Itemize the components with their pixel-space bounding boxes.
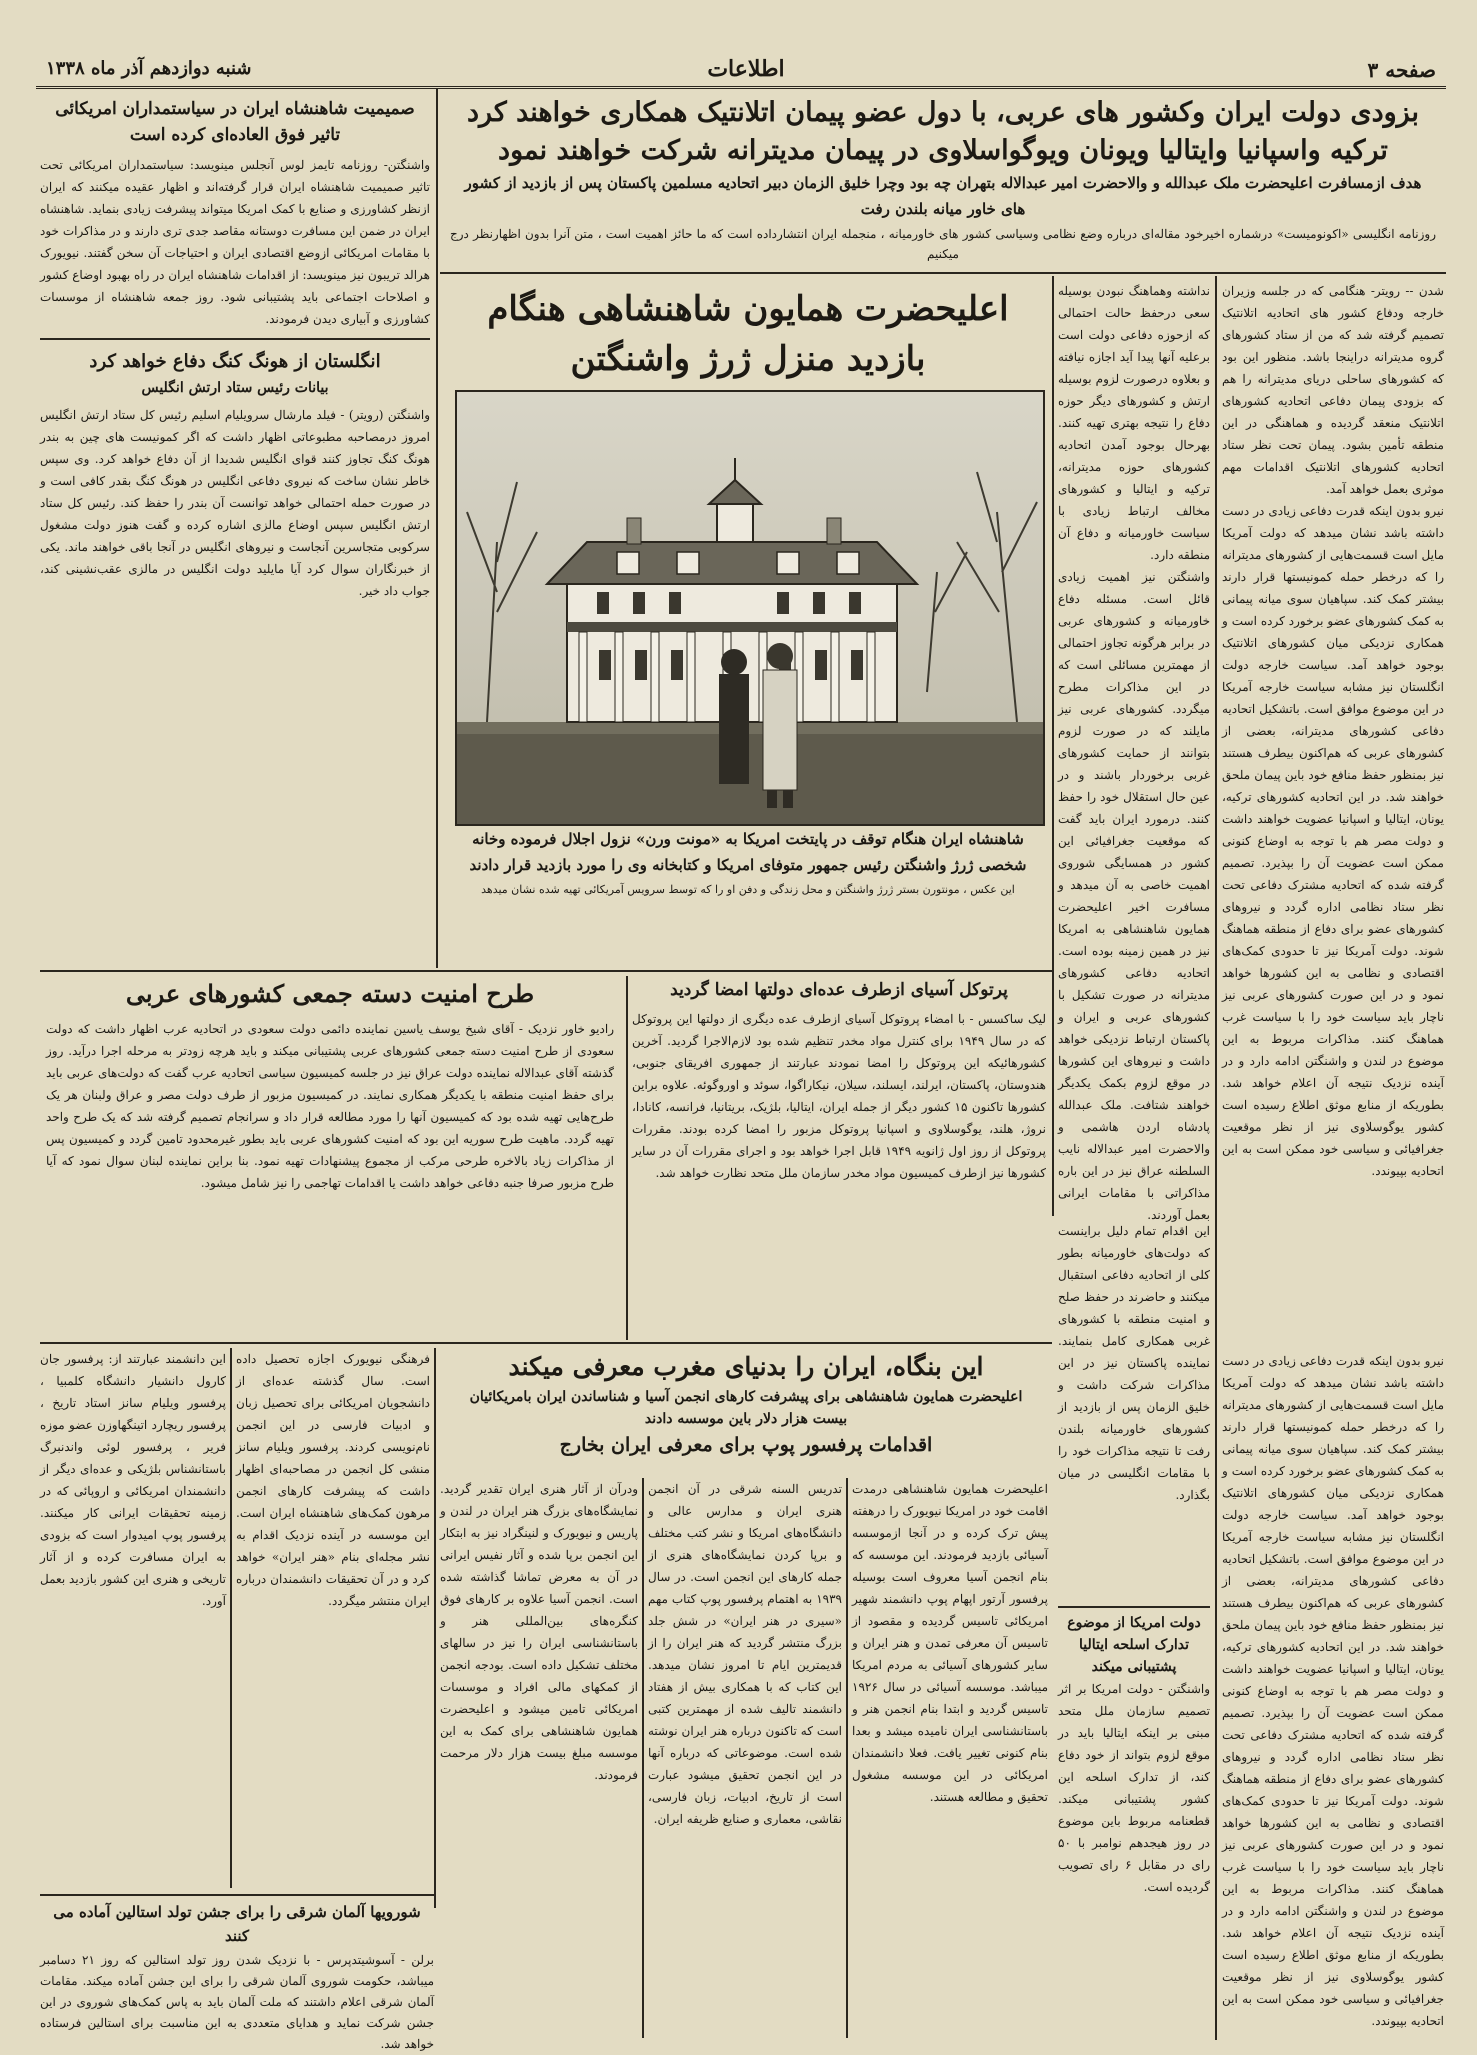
right-bottom-article (1222, 1350, 1444, 2040)
soviet-headline: شورویها آلمان شرقی را برای جشن تولد استالین آماده می کنند (53, 1903, 421, 1945)
photo-mount-vernon (455, 390, 1045, 826)
protocol-headline: پرتوکل آسیای ازطرف عده‌ای دولتها امضا گردید (670, 980, 1008, 1000)
banner-intro: روزنامه انگلیسی «اکونومیست» درشماره اخیرخود مقاله‌ای درباره وضع نظامی وسیاسی کشور های خاورمیانه ، منجمله ایران انتشارداده است که ما حائز اهمیت است ، متن آنرا بدون اظهارنظر درج میکنیم (450, 227, 1436, 261)
banner-subheadline: هدف ازمسافرت اعلیحضرت ملک عبدالله و والاحضرت امیر عبدالاله بتهران چه بود وچرا خلیق الزمان دبیر اتحادیه مسلمین پاکستان پس از بازدید از کشور های خاور میانه بلندن رفت (464, 174, 1422, 218)
banner-headline-2: ترکیه واسپانیا وایتالیا ویونان ویوگواسلاوی در پیمان مدیترانه شرکت خواهند نمود (498, 135, 1388, 166)
protocol-article (632, 976, 1046, 1338)
left-column (40, 96, 430, 962)
right-column (1222, 280, 1444, 1340)
main-banner (440, 94, 1446, 270)
left-body-2: واشنگتن (رویتر) - فیلد مارشال سرویلیام اسلیم رئیس کل ستاد ارتش انگلیس امروز درمصاحبه مطبوعاتی اظهار داشت که اگر کمونیست های چین به بندر هونگ کنگ تجاوز کنند قوای انگلیس شدیدا از آن دفاع خواهد کرد. وی سپس خاطر نشان ساخت که نیروی دفاعی انگلیس در هونگ کنگ بقدر کافی است و در صورت حمله احتمالی خواهد توانست آن بندر را حفظ کند. رئیس کل ستاد ارتش انگلیس سپس اوضاع مالزی اشاره کرده و گفت هنوز دولت مشغول سرکوبی متجاسرین آنجاست و نیروهای انگلیس در آنجا باقی خواهند ماند. یکی از خبرنگاران سوال کرد آیا مایلید دولت انگلیس در مالزی عقب‌نشینی کند، جواب داد خیر. (40, 408, 430, 598)
middle-column-top: نداشته وهماهنگ نبودن بوسیله سعی درحفظ حالت احتمالی که ازحوزه دفاعی دولت است برعلیه آنها پیدا آید اجازه نیافته و بعلاوه درصورت لزوم بوسیله ارتش و کشورهای دیگر حوزه دفاع را نتیجه بهتری تهیه کنند. بهرحال بوجود آمدن اتحادیه کشورهای حوزه مدیترانه، ترکیه و ایتالیا و کشورهای مخالف ارتباط زیادی با سیاست خاورمیانه و دفاع آن منطقه دارد. (1058, 284, 1210, 562)
banner-rule (440, 272, 1446, 274)
left-divider (40, 338, 430, 340)
asia-col-2-text: تدریس السنه شرقی در آن انجمن هنری ایران و مدارس عالی و دانشگاه‌های امریکا و نشر کتب مختلف و برپا کردن نمایشگاه‌های هنری از جمله کارهای این انجمن است. در سال ۱۹۳۹ به اهتمام پرفسور پوپ کتاب مهم «سیری در هنر ایران» در شش جلد بزرگ منتشر گردید که هنر ایران را از قدیمترین ایام تا امروز نشان میدهد. این کتاب که با همکاری بیش از هفتاد دانشمند تالیف شده از مهمترین کتبی است که تاکنون درباره هنر ایران نوشته شده است. موضوعاتی که درباره آنها در این انجمن تحقیق میشود عبارت است از تاریخ، ادبیات، زبان فارسی، نقاشی، معماری و صنایع ظریفه ایران. (648, 1482, 842, 1826)
middle-lower-column (1058, 1220, 1210, 1600)
asia-society-subhead-1: اعلیحضرت همایون شاهنشاهی برای پیشرفت کارهای انجمن آسیا و شناساندن ایران بامریکائیان بیست هزار دلار باین موسسه دادند (469, 1389, 1023, 1427)
soviet-body: برلن - آسوشیتدپرس - با نزدیک شدن روز تولد استالین که روز ۲۱ دسامبر میباشد، حکومت شوروی آلمان شرقی را برای این جشن آماده میکند. مقامات آلمان شرقی اعلام داشتند که ملت آلمان باید به پاس کمک‌های شوروی در این جشن شرکت نماید و هدایای متعددی به این مناسبت برای استالین فرستاده خواهد شد. (40, 1953, 434, 2051)
mid-section-rule (40, 970, 1052, 972)
left-column-rule (436, 88, 438, 968)
middle-column-body: واشنگتن نیز اهمیت زیادی قائل است. مسئله دفاع خاورمیانه و کشورهای عربی در برابر هرگونه تجاوز احتمالی از مهمترین مسائلی است که در این مذاکرات مطرح میگردد. کشورهای عربی نیز مایلند که در صورت لزوم بتوانند از حمایت کشورهای غربی برخوردار باشند و در عین حال استقلال خود را حفظ کنند. درمورد ایران باید گفت که موقعیت جغرافیائی این کشور در همسایگی شوروی اهمیت خاصی به آن میدهد و مسافرت اخیر اعلیحضرت همایون شاهنشاهی به امریکا نیز در همین زمینه بوده است. اتحادیه دفاعی کشورهای مدیترانه در صورت تشکیل با کشورهای عربی و ایران و پاکستان ارتباط نزدیکی خواهد داشت و نیروهای این کشورها در موقع لزوم بکمک یکدیگر خواهند شتافت. ملک عبدالله پادشاه اردن هاشمی و والاحضرت امیر عبدالاله نایب السلطنه عراق نیز در این باره مذاکراتی با مقامات ایرانی بعمل آوردند. (1058, 570, 1210, 1222)
banner-headline-1: بزودی دولت ایران وکشور های عربی، با دول عضو پیمان اتلانتیک همکاری خواهند کرد (466, 97, 1420, 128)
middle-column-rule (1052, 276, 1054, 1216)
asia-society-header (440, 1348, 1052, 1474)
right-column-intro: شدن -- رویتر- هنگامی که در جلسه وزیران خارجه ودفاع کشور های اتحادیه اتلانتیک تصمیم گرفته شد که من از ستاد کشورهای گروه مدیترانه دراینجا باشد. منظور این بود که کشورهای ساحلی دریای مدیترانه را هم که بزودی پیمان دفاعی اتحادیه کشورهای اتلانتیک منعقد گردیده و هماهنگی در این منطقه تأمین بشود. پیمان تحت نظر ستاد اتحادیه کشورهای اتلانتیک اقدامات مهم موثری بعمل خواهد آمد. (1222, 284, 1444, 496)
asia-col-rule-1 (846, 1478, 848, 2038)
photo-headline: اعلیحضرت همایون شاهنشاهی هنگام بازدید منزل ژرژ واشنگتن (487, 289, 1009, 379)
asia-col-1-text: اعلیحضرت همایون شاهنشاهی درمدت اقامت خود در امریکا نیویورک را درهفته پیش ترک کرده و در آنجا ازموسسه آسیائی بازدید فرمودند. این موسسه که بنام انجمن آسیا معروف است بوسیله پرفسور آرتور اپهام پوپ دانشمند شهیر امریکائی تاسیس گردیده و مقصود از تاسیس آن معرفی تمدن و هنر ایران و سایر کشورهای آسیائی به مردم امریکا میباشد. موسسه آسیائی در سال ۱۹۲۶ تاسیس گردید و ابتدا بنام انجمن هنر و باستانشناسی ایران نامیده میشد و بعدا بنام کنونی تغییر یافت. فعلا دانشمندان امریکائی در این موسسه مشغول تحقیق و مطالعه هستند. (852, 1482, 1048, 1804)
protocol-body: لیک ساکسس - با امضاء پروتوکل آسیای ازطرف عده دیگری از دولتها این پروتوکل که در سال ۱۹۴۹ برای کنترل مواد مخدر تنظیم شده بود لازم‌الاجرا گردید. آخرین کشورهائیکه این پروتوکل را امضا نمودند عبارتند از جمهوری افریقای جنوبی، هندوستان، پاکستان، ایرلند، ایسلند، سیلان، نیکاراگوا، سوئد و اوروگوئه. علاوه براین کشورها تاکنون ۱۵ کشور دیگر از جمله ایران، ایتالیا، بلژیک، بریتانیا، فرانسه، کانادا، نروژ، هلند، یوگوسلاوی و اسپانیا پروتوکل مزبور را امضا کرده بودند. مقررات پروتوکل از روز اول ژانویه ۱۹۴۹ قابل اجرا خواهد بود و اجرای مقررات آن در سایر کشورها نیز ازطرف کمیسیون مواد مخدر سازمان ملل متحد نظارت خواهد شد. (632, 1012, 1046, 1180)
photo-credit: این عکس ، مونتورن بستر ژرژ واشنگتن و محل زندگی و دفن او را که توسط سرویس آمریکائی تهیه شده نشان میدهد (481, 883, 1015, 896)
soviet-top-rule (40, 1894, 434, 1896)
asia-col-1 (852, 1478, 1048, 2038)
middle-column (1058, 280, 1210, 1222)
asia-col-3 (440, 1478, 638, 2038)
asia-col-4 (236, 1348, 430, 1888)
middle-lower-text: این اقدام تمام دلیل براینست که دولت‌های خاورمیانه بطور کلی از اتحادیه دفاعی استقبال میکنند و حاضرند در حفظ صلح و امنیت منطقه با کشورهای غربی همکاری کامل بنمایند. نماینده پاکستان نیز در این مذاکرات شرکت داشت و خلیق الزمان پس از بازدید از کشورهای خاورمیانه بلندن رفت تا نتیجه مذاکرات خود را با مقامات انگلیسی در میان بگذارد. (1058, 1224, 1210, 1502)
right-column-body: نیرو بدون اینکه قدرت دفاعی زیادی در دست داشته باشد نشان میدهد که دولت آمریکا مایل است قسمت‌هایی از کشورهای مدیترانه را که درخطر حمله کمونیستها قرار دارند بیشتر کمک کند. سپاهیان سوی میانه پیمانی به کمک کشورهای عضو برخورد کرده است و همکاری نزدیکی میان کشورهای اتلانتیک بوجود خواهد آمد. سیاست خارجه دولت انگلستان نیز مشابه سیاست خارجه آمریکا در این موضوع موافق است. باتشکیل اتحادیه دفاعی کشورهای مدیترانه، بعضی از کشورهای عربی که هم‌اکنون بیطرف هستند نیز بمنظور حفظ منافع خود باین پیمان ملحق خواهند شد. در این اتحادیه کشورهای ترکیه، یونان، ایتالیا و اسپانیا عضویت خواهند داشت و دولت مصر هم با توجه به اوضاع کنونی ممکن است عضویت آن را بپذیرد. تصمیم گرفته شده که اتحادیه مشترک دفاعی تحت نظر ستاد نظامی اداره گردد و نیروهای کشورهای عضو برای دفاع از منطقه هماهنگ شوند. دولت آمریکا نیز تا حدودی کمک‌های اقتصادی و نظامی به این کشورها خواهد نمود و در این صورت کشورهای عربی نیز ناچار باید سیاست خود را با سیاست غرب هماهنگ کنند. مذاکرات مربوط به این موضوع در لندن و واشنگتن ادامه دارد و در آینده نزدیک نتیجه آن اعلام خواهد شد. بطوریکه از منابع موثق اطلاع رسیده است کشور یوگوسلاوی نیز از نظر موقعیت جغرافیائی و سیاسی خود ممکن است به این اتحادیه بپیوندد. (1222, 504, 1444, 1178)
left-head-2: انگلستان از هونگ کنگ دفاع خواهد کرد (89, 351, 381, 372)
photo-headline-box (455, 282, 1041, 386)
us-arms-box (1058, 1606, 1210, 2040)
asia-col-rule-4 (230, 1348, 232, 1888)
asia-col-3-text: ودرآن از آثار هنری ایران تقدیر گردید. نمایشگاه‌های بزرگ هنر ایران در لندن و پاریس و نیویورک و لنینگراد نیز به ابتکار این انجمن برپا شده و آثار نفیس ایرانی در آن به معرض تماشا گذاشته شده است. انجمن آسیا علاوه بر کارهای فوق کنگره‌های بین‌المللی هنر و باستانشناسی ایران را نیز در سالهای مختلف تشکیل داده است. بودجه انجمن از کمکهای مالی افراد و موسسات امریکائی تامین میشود و اعلیحضرت همایون شاهنشاهی برای کمک به این موسسه مبلغ بیست هزار دلار مرحمت فرمودند. (440, 1482, 638, 1782)
asia-col-5 (40, 1348, 226, 1888)
arab-security-headline: طرح امنیت دسته جمعی کشورهای عربی (125, 979, 535, 1008)
soviet-article (40, 1900, 434, 2051)
right-column-rule (1215, 276, 1217, 2040)
lower-section-rule (40, 1342, 1052, 1344)
asia-col-2 (648, 1478, 842, 2038)
photo-caption-box (455, 826, 1041, 966)
issue-date: شنبه دوازدهم آذر ماه ۱۳۳۸ (46, 58, 252, 79)
arab-security-rule (626, 976, 628, 1340)
right-bottom-text: نیرو بدون اینکه قدرت دفاعی زیادی در دست داشته باشد نشان میدهد که دولت آمریکا مایل است قسمت‌هایی از کشورهای مدیترانه را که درخطر حمله کمونیستها قرار دارند بیشتر کمک کند. سپاهیان سوی میانه پیمانی به کمک کشورهای عضو برخورد کرده است و همکاری نزدیکی میان کشورهای اتلانتیک بوجود خواهد آمد. سیاست خارجه دولت انگلستان نیز مشابه سیاست خارجه آمریکا در این موضوع موافق است. باتشکیل اتحادیه دفاعی کشورهای مدیترانه، بعضی از کشورهای عربی که هم‌اکنون بیطرف هستند نیز بمنظور حفظ منافع خود باین پیمان ملحق خواهند شد. در این اتحادیه کشورهای ترکیه، یونان، ایتالیا و اسپانیا عضویت خواهند داشت و دولت مصر هم با توجه به اوضاع کنونی ممکن است عضویت آن را بپذیرد. تصمیم گرفته شده که اتحادیه مشترک دفاعی تحت نظر ستاد نظامی اداره گردد و نیروهای کشورهای عضو برای دفاع از منطقه هماهنگ شوند. دولت آمریکا نیز تا حدودی کمک‌های اقتصادی و نظامی به این کشورها خواهد نمود و در این صورت کشورهای عربی نیز ناچار باید سیاست خود را با سیاست غرب هماهنگ کنند. مذاکرات مربوط به این موضوع در لندن و واشنگتن ادامه دارد و در آینده نزدیک نتیجه آن اعلام خواهد شد. بطوریکه از منابع موثق اطلاع رسیده است کشور یوگوسلاوی نیز از نظر موقعیت جغرافیائی و سیاسی خود ممکن است به این اتحادیه بپیوندد. (1222, 1354, 1444, 2028)
asia-society-subhead-2: اقدامات پرفسور پوپ برای معرفی ایران بخارج (559, 1434, 933, 1456)
newspaper-name: اطلاعات (707, 56, 785, 82)
masthead (36, 52, 1446, 89)
page-number: صفحه ۳ (1367, 58, 1436, 82)
asia-col-5-text: این دانشمند عبارتند از: پرفسور جان کارول دانشیار دانشگاه کلمبیا ، پرفسور ویلیام سانز استاد تاریخ ، پرفسور ریچارد اتینگهاوزن عضو موزه فریر ، پرفسور لوئی واندنبرگ باستانشناس بلژیکی و عده‌ای دیگر از دانشمندان امریکائی و اروپائی که در زمینه تحقیقات ایرانی کار میکنند. پرفسور پوپ امیدوار است که بزودی به ایران مسافرت کرده و از آثار تاریخی و هنری این کشور بازدید بعمل آورد. (40, 1352, 226, 1608)
photo-illustration (457, 392, 1043, 824)
asia-society-headline: این بنگاه، ایران را بدنیای مغرب معرفی میکند (508, 1352, 984, 1381)
us-arms-headline: دولت امریکا از موضوع تدارک اسلحه ایتالیا پشتیبانی میکند (1067, 1615, 1201, 1675)
arab-security-article (40, 976, 620, 1338)
left-body-1: واشنگتن- روزنامه تایمز لوس آنجلس مینویسد: سیاستمداران امریکائی تحت تاثیر صمیمیت شاهنشاه ایران قرار گرفته‌اند و اظهار عقیده میکنند که ایران ازنظر کشاورزی و صنایع با کمک امریکا میتواند پیشرفت زیادی بنماید. شاهنشاه ایران در ضمن این مسافرت دوستانه مقاصد جدی تری دارند و در مذاکرات خود با مقامات امریکائی ازوضع اقتصادی ایران و احتیاجات آن سخن گفتند. نیویورک هرالد تریبون نیز مینویسد: از اقدامات شاهنشاه ایران در راه بهبود اوضاع کشور و اصلاحات اجتماعی باید پشتیبانی شود. روز جمعه شاهنشاه از موسسات کشاورزی و آبیاری دیدن فرمودند. (40, 158, 430, 326)
left-head-1: صمیمیت شاهنشاه ایران در سیاستمداران امریکائی تاثیر فوق العاده‌ای کرده است (55, 99, 415, 145)
asia-col-rule-3 (434, 1348, 436, 1908)
asia-col-rule-2 (642, 1478, 644, 2038)
us-arms-body: واشنگتن - دولت امریکا بر اثر تصمیم سازمان ملل متحد مبنی بر اینکه ایتالیا باید در موقع لزوم بتواند از خود دفاع کند، از تدارک اسلحه این کشور پشتیبانی میکند. قطعنامه مربوط باین موضوع در روز هیجدهم نوامبر با ۵۰ رای در مقابل ۶ رای تصویب گردیده است. (1058, 1682, 1211, 1894)
arab-security-body: رادیو خاور نزدیک - آقای شیخ یوسف یاسین نماینده دائمی دولت سعودی در اتحادیه عرب اظهار داشت که دولت سعودی از طرح امنیت دسته جمعی کشورهای عربی پشتیبانی میکند و باید هرچه زودتر به مرحله اجرا درآید. روز گذشته آقای عبدالاله نماینده دولت عراق نیز در جلسه کمیسیون سیاسی اتحادیه عرب گفت که دولت‌های عربی باید برای حفظ امنیت منطقه با یکدیگر همکاری نمایند. در کمیسیون مزبور از طرف دولت مصر و عراق ولبنان هر یک طرح‌هایی تهیه شده بود که کمیسیون آنها را مورد مطالعه قرار داد و سرانجام تصمیم گرفته شد که یک طرح واحد تهیه گردد. ماهیت طرح سوریه این بود که امنیت کشورهای عربی باید بطور غیرمحدود تامین گردد و کمیسیون پس از مذاکرات زیاد بالاخره طرحی مرکب از مجموع پیشنهادات تهیه نمود. بنا براین نماینده لبنان سوال نمود که آیا طرح مزبور صرفا جنبه دفاعی خواهد داشت یا اقدامات تهاجمی را نیز شامل میشود. (46, 1022, 614, 1190)
asia-col-4-text: فرهنگی نیویورک اجازه تحصیل داده است. سال گذشته عده‌ای از دانشجویان امریکائی برای تحصیل زبان و ادبیات فارسی در این انجمن نام‌نویسی کردند. پرفسور ویلیام سانز منشی کل انجمن در مصاحبه‌ای اظهار داشت که پیشرفت کارهای انجمن مرهون کمک‌های شاهنشاه ایران است. این موسسه در آینده نزدیک اقدام به نشر مجله‌ای بنام «هنر ایران» خواهد کرد و در آن تحقیقات دانشمندان درباره ایران منتشر میگردد. (236, 1352, 430, 1608)
left-head-2b: بیانات رئیس ستاد ارتش انگلیس (141, 380, 329, 396)
photo-caption: شاهنشاه ایران هنگام توقف در پایتخت امریکا به «مونت ورن» نزول اجلال فرموده وخانه شخصی ژرژ واشنگتن رئیس جمهور متوفای امریکا و کتابخانه وی را مورد بازدید قرار دادند (469, 830, 1027, 874)
